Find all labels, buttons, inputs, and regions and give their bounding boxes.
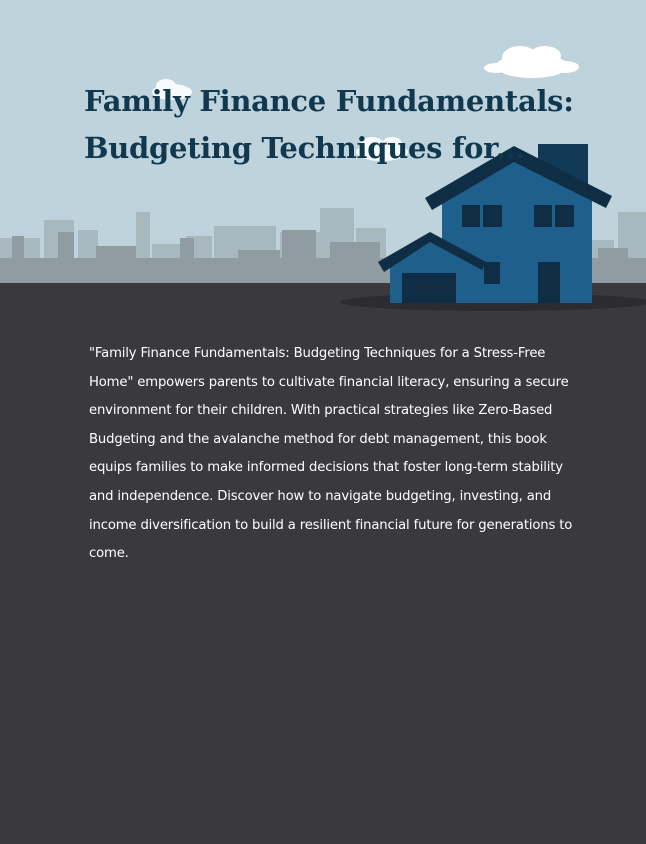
book-description: "Family Finance Fundamentals: Budgeting Techniques for a Stress-Free Home" empowers parents to cultivate financial literacy, ensuring a secure environment for their children. With practical strategies like Zero-Based Budgeting and the avalanche method for debt management, this book equips families to make informed decisions that foster long-term stability and independence. Discover how to navigate budgeting, investing, and income diversification to build a resilient financial future for generations to come. <box>89 346 573 562</box>
book-title: Family Finance Fundamentals: Budgeting Techniques for... <box>84 84 574 165</box>
cloud-icon <box>484 46 579 78</box>
